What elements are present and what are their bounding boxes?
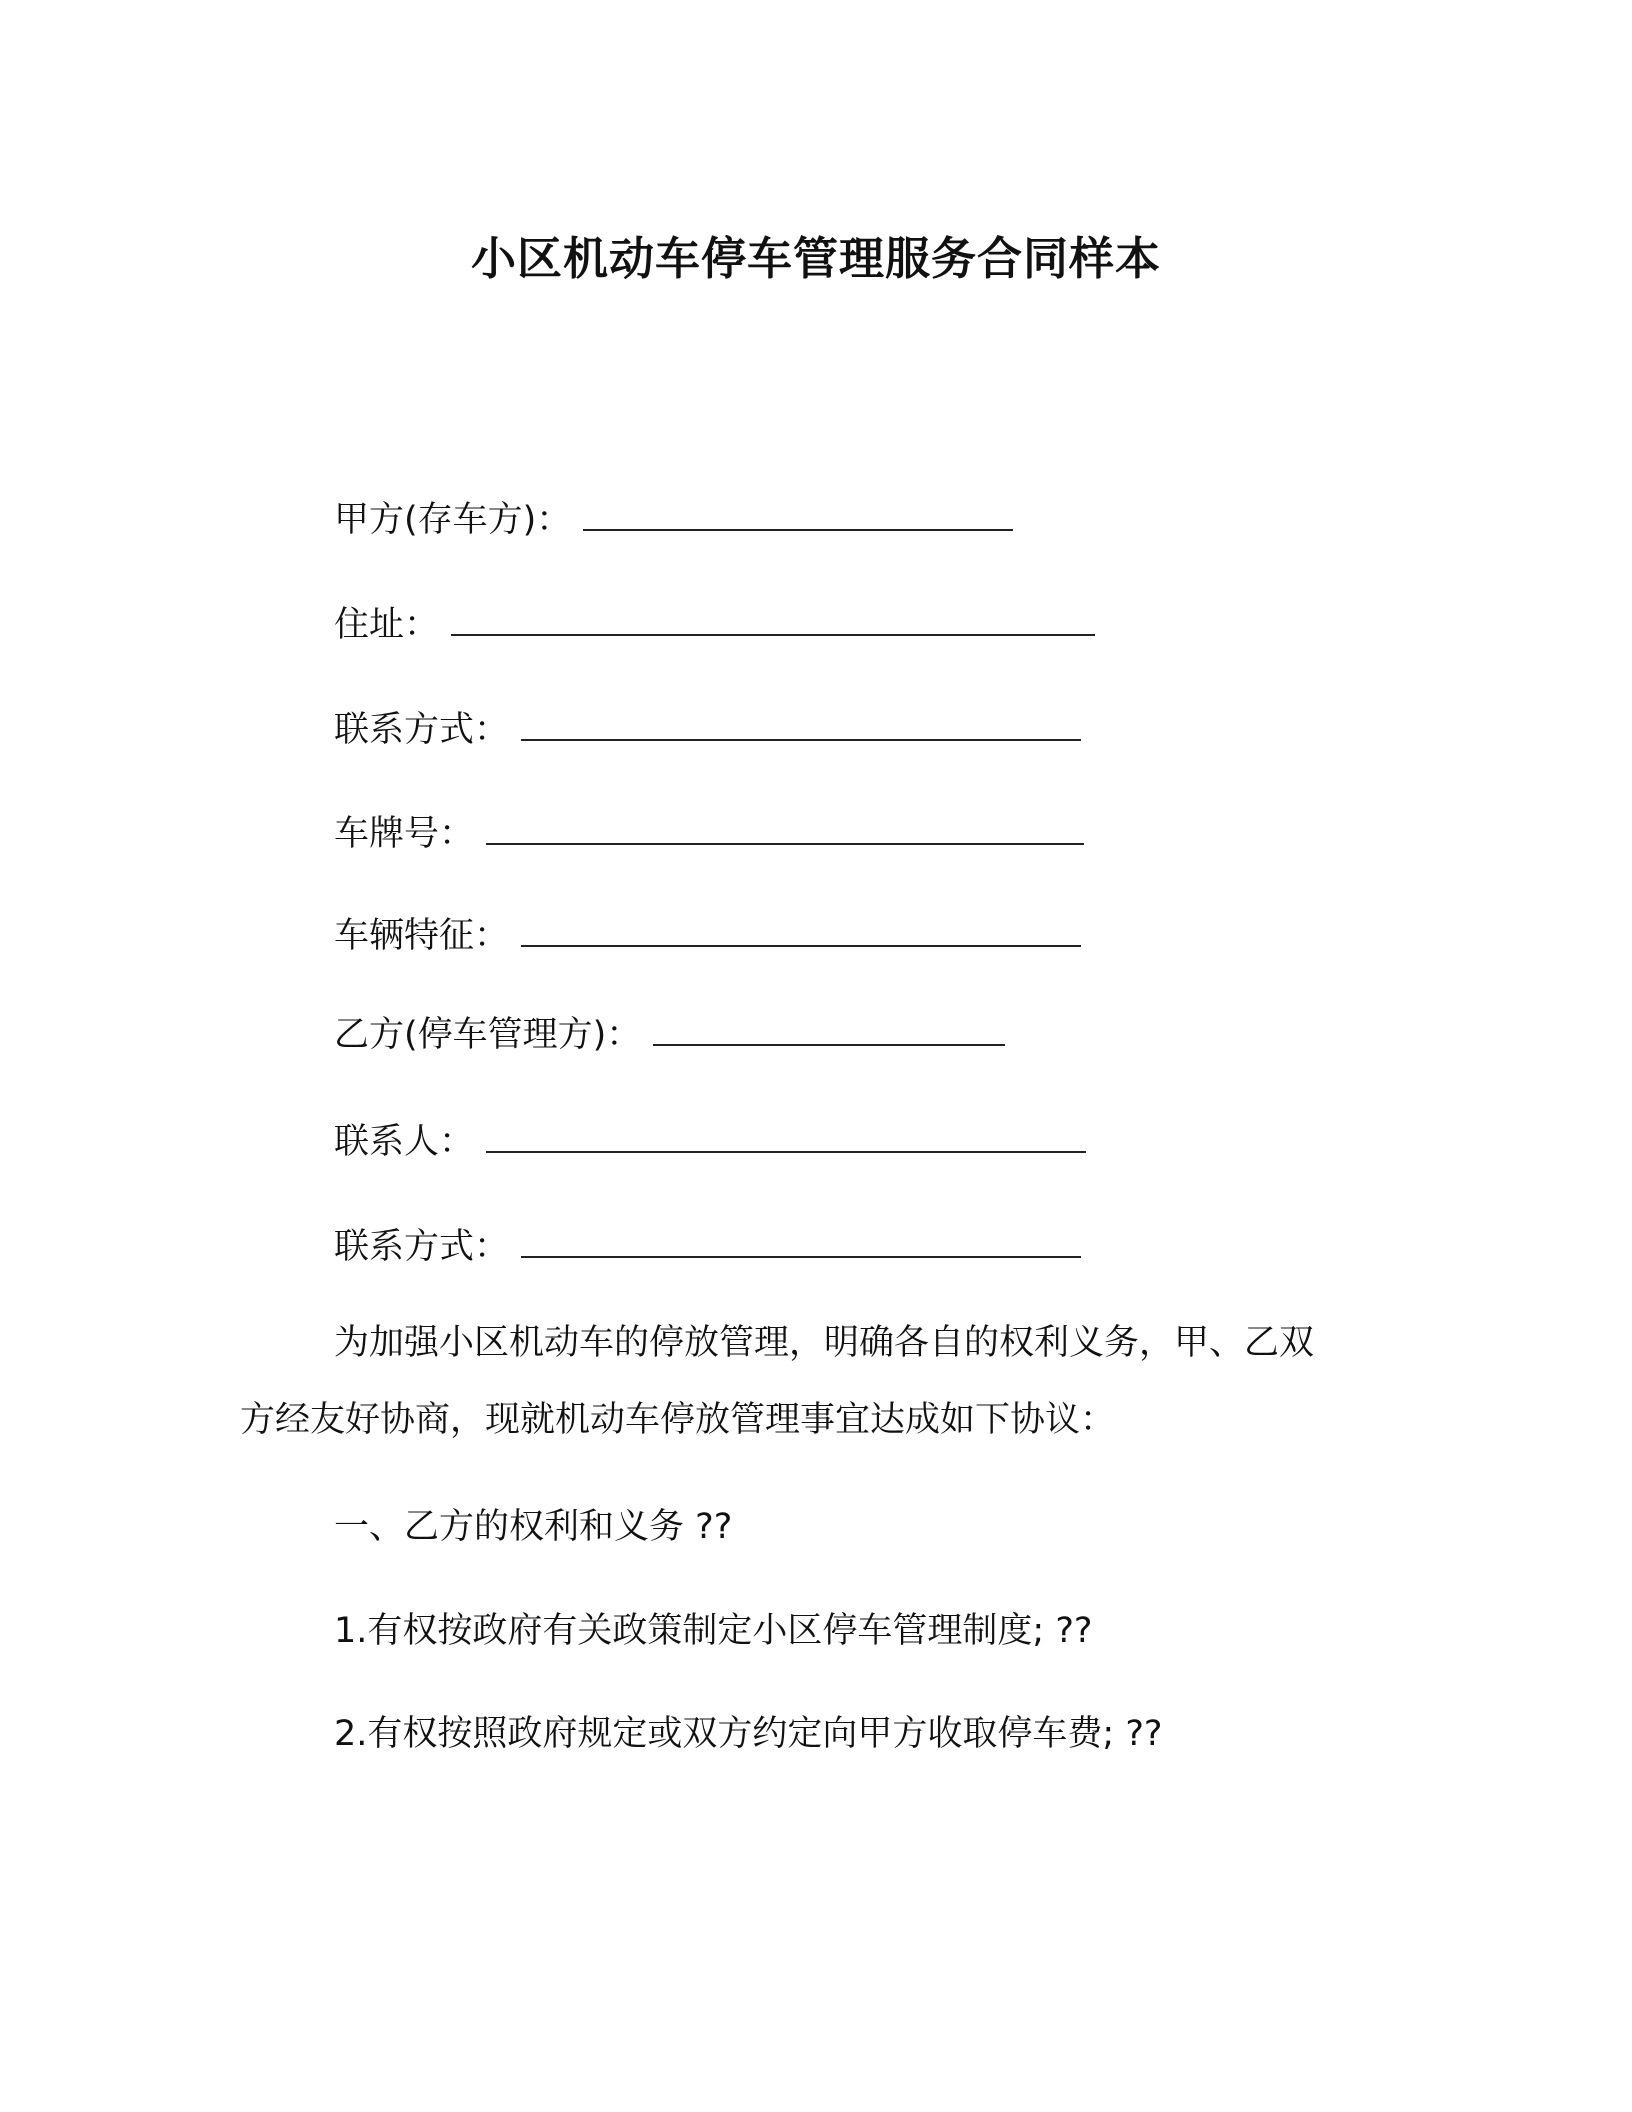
plate-number-label: 车牌号：: [334, 814, 475, 854]
document-title: 小区机动车停车管理服务合同样本: [470, 232, 1161, 285]
party-b-field: [334, 1013, 1005, 1057]
party-a-blank[interactable]: [583, 499, 1013, 531]
intro-paragraph-line1: 为加强小区机动车的停放管理，明确各自的权利义务，甲、乙双: [334, 1323, 1315, 1363]
contact-person-field: [334, 1120, 1086, 1164]
party-b-contact-label: 联系方式：: [334, 1227, 510, 1267]
party-a-contact-blank[interactable]: [521, 709, 1081, 741]
vehicle-features-blank[interactable]: [521, 915, 1081, 947]
address-field: [334, 603, 1095, 647]
address-blank[interactable]: [451, 604, 1095, 636]
contact-person-label: 联系人：: [334, 1122, 475, 1162]
vehicle-features-field: [334, 914, 1081, 958]
vehicle-features-label: 车辆特征：: [334, 916, 510, 956]
party-a-contact-field: [334, 708, 1081, 752]
party-b-label: 乙方(停车管理方)：: [334, 1015, 642, 1055]
party-a-field: [334, 498, 1013, 542]
party-b-contact-field: [334, 1225, 1081, 1269]
party-a-label: 甲方(存车方)：: [334, 500, 572, 540]
party-b-blank[interactable]: [653, 1014, 1005, 1046]
plate-number-blank[interactable]: [486, 813, 1084, 845]
clause-1: 1.有权按政府有关政策制定小区停车管理制度; ??: [334, 1611, 1093, 1651]
plate-number-field: [334, 812, 1084, 856]
party-b-contact-blank[interactable]: [521, 1226, 1081, 1258]
party-a-contact-label: 联系方式：: [334, 710, 510, 750]
intro-paragraph-line2: 方经友好协商，现就机动车停放管理事宜达成如下协议：: [240, 1400, 1116, 1440]
clause-2: 2.有权按照政府规定或双方约定向甲方收取停车费; ??: [334, 1714, 1163, 1754]
contact-person-blank[interactable]: [486, 1121, 1086, 1153]
address-label: 住址：: [334, 605, 440, 645]
section-heading: 一、乙方的权利和义务 ??: [334, 1507, 733, 1547]
